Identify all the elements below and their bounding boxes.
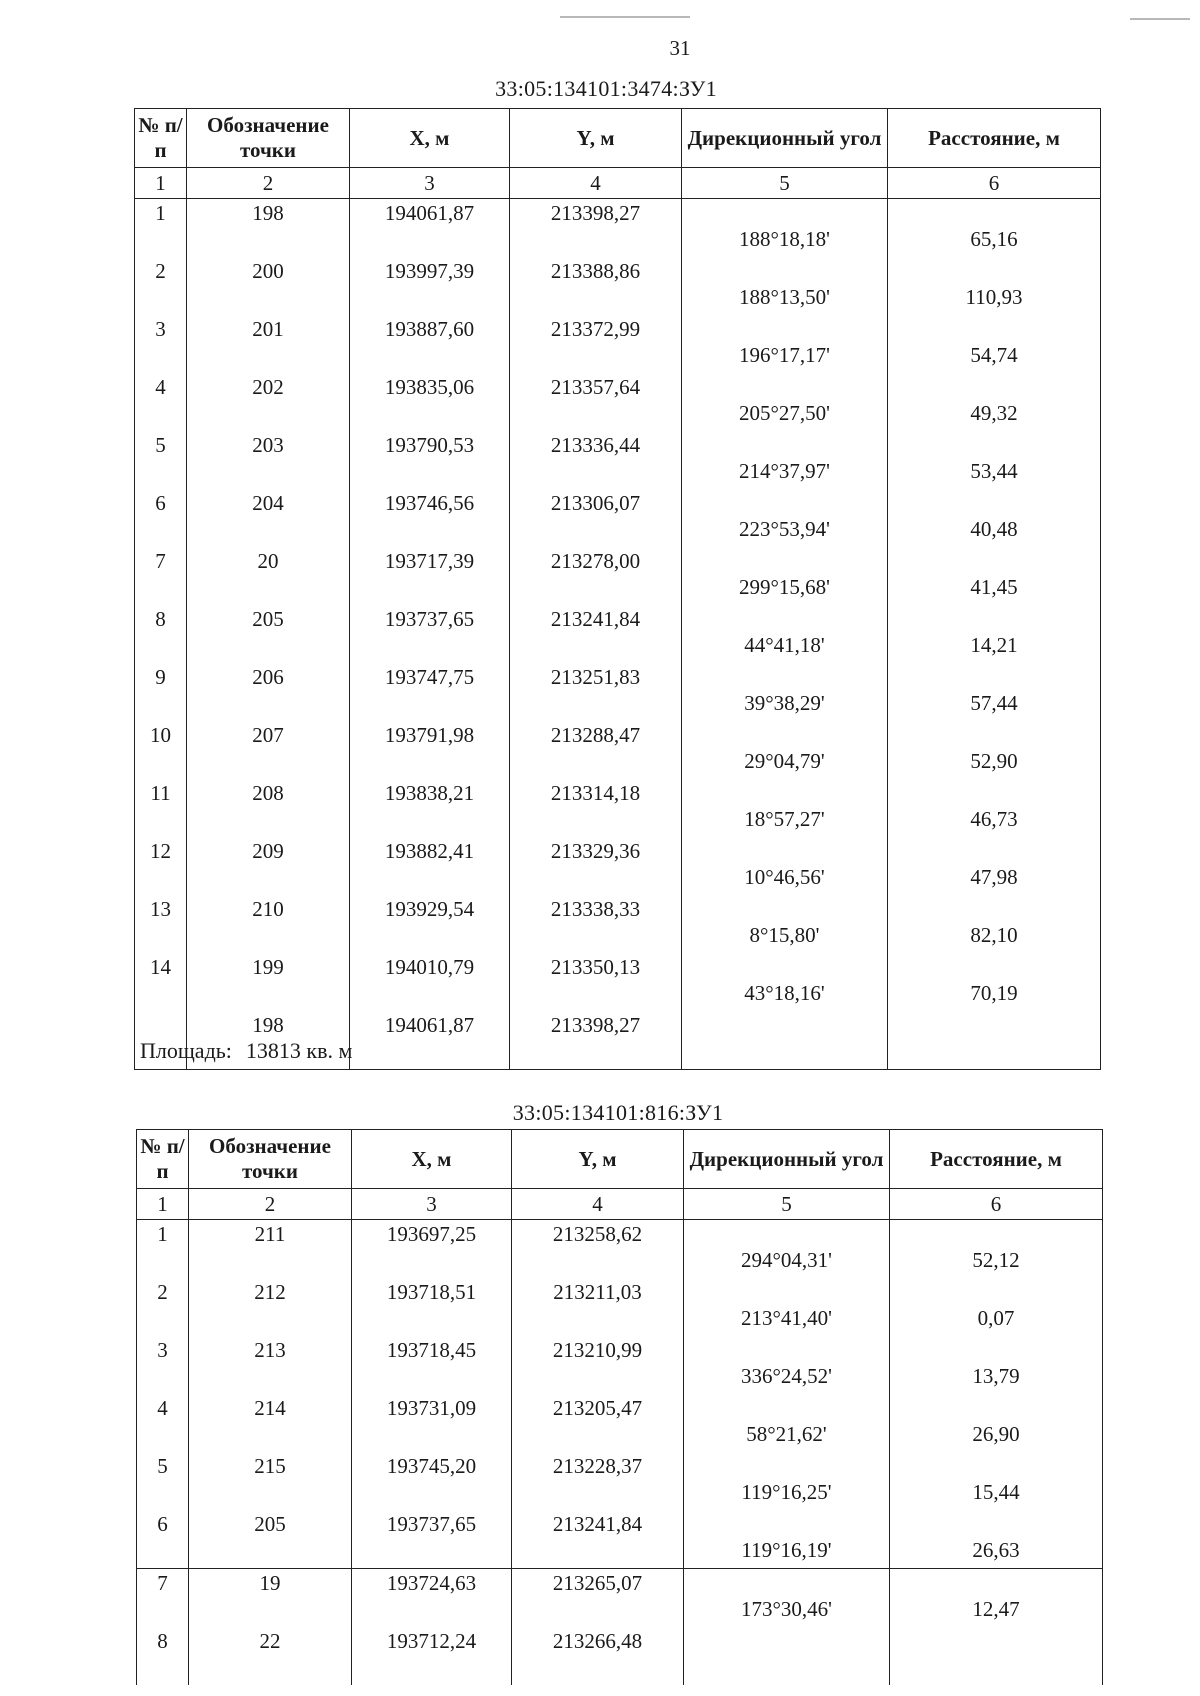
point-number-cell: 3 (137, 1336, 189, 1394)
distance-cell (888, 953, 1101, 1011)
direction-angle: 29°04,79' (744, 749, 825, 773)
direction-angle: 223°53,94' (739, 517, 830, 541)
x-coordinate-cell: 193746,56 (350, 489, 510, 547)
point-name-cell: 198 (187, 199, 350, 258)
point-name-cell: 212 (189, 1278, 352, 1336)
column-number: 3 (352, 1189, 512, 1220)
distance-cell (888, 721, 1101, 779)
y-coordinate-cell: 213278,00 (510, 547, 682, 605)
angle-cell (684, 1394, 890, 1452)
table-row (137, 1220, 1103, 1279)
direction-angle: 58°21,62' (746, 1422, 827, 1446)
point-number-cell: 11 (135, 779, 187, 837)
column-number: 3 (350, 168, 510, 199)
segment-distance: 15,44 (972, 1480, 1020, 1504)
y-coordinate-cell: 213228,37 (512, 1452, 684, 1510)
x-coordinate-cell: 193747,75 (350, 663, 510, 721)
y-coordinate-cell: 213329,36 (510, 837, 682, 895)
angle-cell (682, 663, 888, 721)
angle-cell (684, 1510, 890, 1569)
x-coordinate-cell: 193882,41 (350, 837, 510, 895)
x-coordinate-cell: 193737,65 (352, 1510, 512, 1569)
column-number: 1 (137, 1189, 189, 1220)
header-distance: Расстояние, м (888, 109, 1101, 168)
table-row (135, 779, 1101, 837)
x-coordinate-cell: 193838,21 (350, 779, 510, 837)
table-row (135, 663, 1101, 721)
angle-cell (682, 953, 888, 1011)
column-number: 5 (684, 1189, 890, 1220)
x-coordinate-cell: 193997,39 (350, 257, 510, 315)
direction-angle: 294°04,31' (741, 1248, 832, 1272)
point-name-cell: 208 (187, 779, 350, 837)
direction-angle: 336°24,52' (741, 1364, 832, 1388)
point-name-cell: 199 (187, 953, 350, 1011)
distance-cell (888, 431, 1101, 489)
direction-angle: 119°16,19' (741, 1538, 832, 1562)
angle-cell (684, 1452, 890, 1510)
point-number-cell: 3 (135, 315, 187, 373)
segment-distance: 14,21 (970, 633, 1018, 657)
y-coordinate-cell: 213241,84 (510, 605, 682, 663)
distance-cell (888, 199, 1101, 258)
table-row (137, 1627, 1103, 1685)
direction-angle: 213°41,40' (741, 1306, 832, 1330)
y-coordinate-cell: 213266,48 (512, 1627, 684, 1685)
distance-cell (888, 663, 1101, 721)
area-value: 13813 кв. м (245, 1038, 353, 1063)
distance-cell (890, 1452, 1103, 1510)
distance-cell (890, 1336, 1103, 1394)
direction-angle: 43°18,16' (744, 981, 825, 1005)
x-coordinate-cell: 193718,51 (352, 1278, 512, 1336)
x-coordinate-cell: 193790,53 (350, 431, 510, 489)
angle-cell (682, 315, 888, 373)
distance-cell (888, 1011, 1101, 1070)
point-name-cell: 214 (189, 1394, 352, 1452)
y-coordinate-cell: 213398,27 (510, 199, 682, 258)
segment-distance: 46,73 (970, 807, 1018, 831)
angle-cell (684, 1627, 890, 1685)
point-number-cell: 8 (137, 1627, 189, 1685)
direction-angle: 18°57,27' (744, 807, 825, 831)
x-coordinate-cell: 193835,06 (350, 373, 510, 431)
header-angle: Дирекционный угол (682, 109, 888, 168)
segment-distance: 26,90 (972, 1422, 1020, 1446)
direction-angle: 214°37,97' (739, 459, 830, 483)
header-point: Обозначение точки (187, 109, 350, 168)
table-row (137, 1510, 1103, 1569)
point-name-cell: 211 (189, 1220, 352, 1279)
segment-distance: 13,79 (972, 1364, 1020, 1388)
table-row (137, 1278, 1103, 1336)
angle-cell (682, 895, 888, 953)
x-coordinate-cell: 193717,39 (350, 547, 510, 605)
point-number-cell: 10 (135, 721, 187, 779)
distance-cell (888, 547, 1101, 605)
point-number-cell: 9 (135, 663, 187, 721)
segment-distance: 82,10 (970, 923, 1018, 947)
y-coordinate-cell: 213350,13 (510, 953, 682, 1011)
table-row (135, 199, 1101, 258)
point-name-cell: 205 (187, 605, 350, 663)
distance-cell (890, 1510, 1103, 1569)
y-coordinate-cell: 213306,07 (510, 489, 682, 547)
segment-distance: 49,32 (970, 401, 1018, 425)
x-coordinate-cell: 194061,87 (350, 1011, 510, 1070)
distance-cell (890, 1627, 1103, 1685)
y-coordinate-cell: 213398,27 (510, 1011, 682, 1070)
column-number: 4 (510, 168, 682, 199)
table-row (135, 315, 1101, 373)
x-coordinate-cell: 193791,98 (350, 721, 510, 779)
direction-angle: 119°16,25' (741, 1480, 832, 1504)
direction-angle: 173°30,46' (741, 1597, 832, 1621)
x-coordinate-cell: 194010,79 (350, 953, 510, 1011)
point-name-cell: 200 (187, 257, 350, 315)
point-name-cell: 209 (187, 837, 350, 895)
parcel1-title: 33:05:134101:3474:ЗУ1 (495, 76, 717, 101)
point-number-cell: 7 (137, 1569, 189, 1628)
point-name-cell: 215 (189, 1452, 352, 1510)
column-number: 2 (187, 168, 350, 199)
y-coordinate-cell: 213357,64 (510, 373, 682, 431)
distance-cell (888, 489, 1101, 547)
point-number-cell: 2 (135, 257, 187, 315)
point-name-cell: 22 (189, 1627, 352, 1685)
table-row (137, 1336, 1103, 1394)
x-coordinate-cell: 193712,24 (352, 1627, 512, 1685)
point-number-cell: 5 (137, 1452, 189, 1510)
x-coordinate-cell: 193929,54 (350, 895, 510, 953)
table-row (135, 373, 1101, 431)
distance-cell (890, 1278, 1103, 1336)
table-row (135, 953, 1101, 1011)
segment-distance: 65,16 (970, 227, 1018, 251)
point-number-cell: 1 (137, 1220, 189, 1279)
y-coordinate-cell: 213314,18 (510, 779, 682, 837)
segment-distance: 12,47 (972, 1597, 1020, 1621)
point-name-cell: 201 (187, 315, 350, 373)
distance-cell (888, 257, 1101, 315)
distance-cell (890, 1394, 1103, 1452)
table-row (135, 721, 1101, 779)
x-coordinate-cell: 193718,45 (352, 1336, 512, 1394)
distance-cell (890, 1569, 1103, 1628)
segment-distance: 47,98 (970, 865, 1018, 889)
distance-cell (888, 837, 1101, 895)
table-row (137, 1394, 1103, 1452)
x-coordinate-cell: 193745,20 (352, 1452, 512, 1510)
direction-angle: 299°15,68' (739, 575, 830, 599)
direction-angle: 188°18,18' (739, 227, 830, 251)
distance-cell (888, 605, 1101, 663)
y-coordinate-cell: 213251,83 (510, 663, 682, 721)
angle-cell (684, 1569, 890, 1628)
angle-cell (682, 837, 888, 895)
y-coordinate-cell: 213288,47 (510, 721, 682, 779)
segment-distance: 70,19 (970, 981, 1018, 1005)
segment-distance: 52,90 (970, 749, 1018, 773)
point-number-cell: 13 (135, 895, 187, 953)
point-name-cell: 213 (189, 1336, 352, 1394)
point-number-cell: 6 (135, 489, 187, 547)
table-row (135, 257, 1101, 315)
area-label: Площадь: (140, 1038, 232, 1063)
point-number-cell: 5 (135, 431, 187, 489)
y-coordinate-cell: 213265,07 (512, 1569, 684, 1628)
header-x: X, м (352, 1130, 512, 1189)
column-number: 2 (189, 1189, 352, 1220)
direction-angle: 44°41,18' (744, 633, 825, 657)
header-num: № п/п (137, 1130, 189, 1189)
point-number-cell: 4 (135, 373, 187, 431)
point-name-cell: 210 (187, 895, 350, 953)
distance-cell (888, 373, 1101, 431)
point-name-cell: 198 (187, 1011, 350, 1070)
point-name-cell: 204 (187, 489, 350, 547)
angle-cell (682, 721, 888, 779)
header-y: Y, м (510, 109, 682, 168)
table-row (137, 1452, 1103, 1510)
angle-cell (684, 1278, 890, 1336)
column-number: 4 (512, 1189, 684, 1220)
y-coordinate-cell: 213241,84 (512, 1510, 684, 1569)
distance-cell (890, 1220, 1103, 1279)
table-row (137, 1569, 1103, 1628)
segment-distance: 57,44 (970, 691, 1018, 715)
angle-cell (684, 1220, 890, 1279)
x-coordinate-cell: 193887,60 (350, 315, 510, 373)
y-coordinate-cell: 213336,44 (510, 431, 682, 489)
segment-distance: 0,07 (977, 1306, 1015, 1330)
x-coordinate-cell: 193724,63 (352, 1569, 512, 1628)
segment-distance: 110,93 (965, 285, 1023, 309)
point-number-cell: 8 (135, 605, 187, 663)
scan-artifact (1130, 18, 1190, 20)
angle-cell (682, 1011, 888, 1070)
header-y: Y, м (512, 1130, 684, 1189)
header-x: X, м (350, 109, 510, 168)
segment-distance: 53,44 (970, 459, 1018, 483)
column-number: 6 (890, 1189, 1103, 1220)
header-point: Обозначение точки (189, 1130, 352, 1189)
x-coordinate-cell: 194061,87 (350, 199, 510, 258)
header-distance: Расстояние, м (890, 1130, 1103, 1189)
table-row (135, 547, 1101, 605)
distance-cell (888, 315, 1101, 373)
distance-cell (888, 779, 1101, 837)
angle-cell (682, 373, 888, 431)
header-num: № п/п (135, 109, 187, 168)
y-coordinate-cell: 213205,47 (512, 1394, 684, 1452)
parcel2-title: 33:05:134101:816:ЗУ1 (512, 1100, 724, 1125)
angle-cell (682, 605, 888, 663)
segment-distance: 52,12 (972, 1248, 1020, 1272)
direction-angle: 8°15,80' (749, 923, 820, 947)
table-row (135, 431, 1101, 489)
point-number-cell: 12 (135, 837, 187, 895)
column-number: 5 (682, 168, 888, 199)
angle-cell (682, 199, 888, 258)
table-row (135, 895, 1101, 953)
angle-cell (682, 257, 888, 315)
point-number-cell: 7 (135, 547, 187, 605)
direction-angle: 188°13,50' (739, 285, 830, 309)
point-name-cell: 202 (187, 373, 350, 431)
point-name-cell: 20 (187, 547, 350, 605)
table-row (135, 605, 1101, 663)
point-number-cell: 14 (135, 953, 187, 1011)
y-coordinate-cell: 213210,99 (512, 1336, 684, 1394)
y-coordinate-cell: 213388,86 (510, 257, 682, 315)
point-name-cell: 205 (189, 1510, 352, 1569)
segment-distance: 26,63 (972, 1538, 1020, 1562)
table-row (135, 837, 1101, 895)
segment-distance: 40,48 (970, 517, 1018, 541)
point-number-cell: 1 (135, 199, 187, 258)
direction-angle: 205°27,50' (739, 401, 830, 425)
y-coordinate-cell: 213338,33 (510, 895, 682, 953)
y-coordinate-cell: 213258,62 (512, 1220, 684, 1279)
direction-angle: 39°38,29' (744, 691, 825, 715)
angle-cell (682, 779, 888, 837)
coordinates-table-parcel2 (136, 1129, 1103, 1685)
segment-distance: 54,74 (970, 343, 1018, 367)
coordinates-table-parcel1 (134, 108, 1101, 1070)
angle-cell (682, 431, 888, 489)
distance-cell (888, 895, 1101, 953)
point-name-cell: 203 (187, 431, 350, 489)
column-number: 1 (135, 168, 187, 199)
area-line (140, 1038, 352, 1064)
column-number: 6 (888, 168, 1101, 199)
angle-cell (682, 489, 888, 547)
point-number-cell: 2 (137, 1278, 189, 1336)
y-coordinate-cell: 213211,03 (512, 1278, 684, 1336)
angle-cell (682, 547, 888, 605)
table-row (135, 489, 1101, 547)
y-coordinate-cell: 213372,99 (510, 315, 682, 373)
x-coordinate-cell: 193737,65 (350, 605, 510, 663)
scan-artifact (560, 16, 690, 18)
header-angle: Дирекционный угол (684, 1130, 890, 1189)
angle-cell (684, 1336, 890, 1394)
segment-distance: 41,45 (970, 575, 1018, 599)
x-coordinate-cell: 193697,25 (352, 1220, 512, 1279)
direction-angle: 196°17,17' (739, 343, 830, 367)
x-coordinate-cell: 193731,09 (352, 1394, 512, 1452)
page-number: 31 (669, 36, 691, 60)
point-number-cell: 6 (137, 1510, 189, 1569)
point-name-cell: 206 (187, 663, 350, 721)
direction-angle: 10°46,56' (744, 865, 825, 889)
point-number-cell: 4 (137, 1394, 189, 1452)
point-name-cell: 19 (189, 1569, 352, 1628)
point-name-cell: 207 (187, 721, 350, 779)
